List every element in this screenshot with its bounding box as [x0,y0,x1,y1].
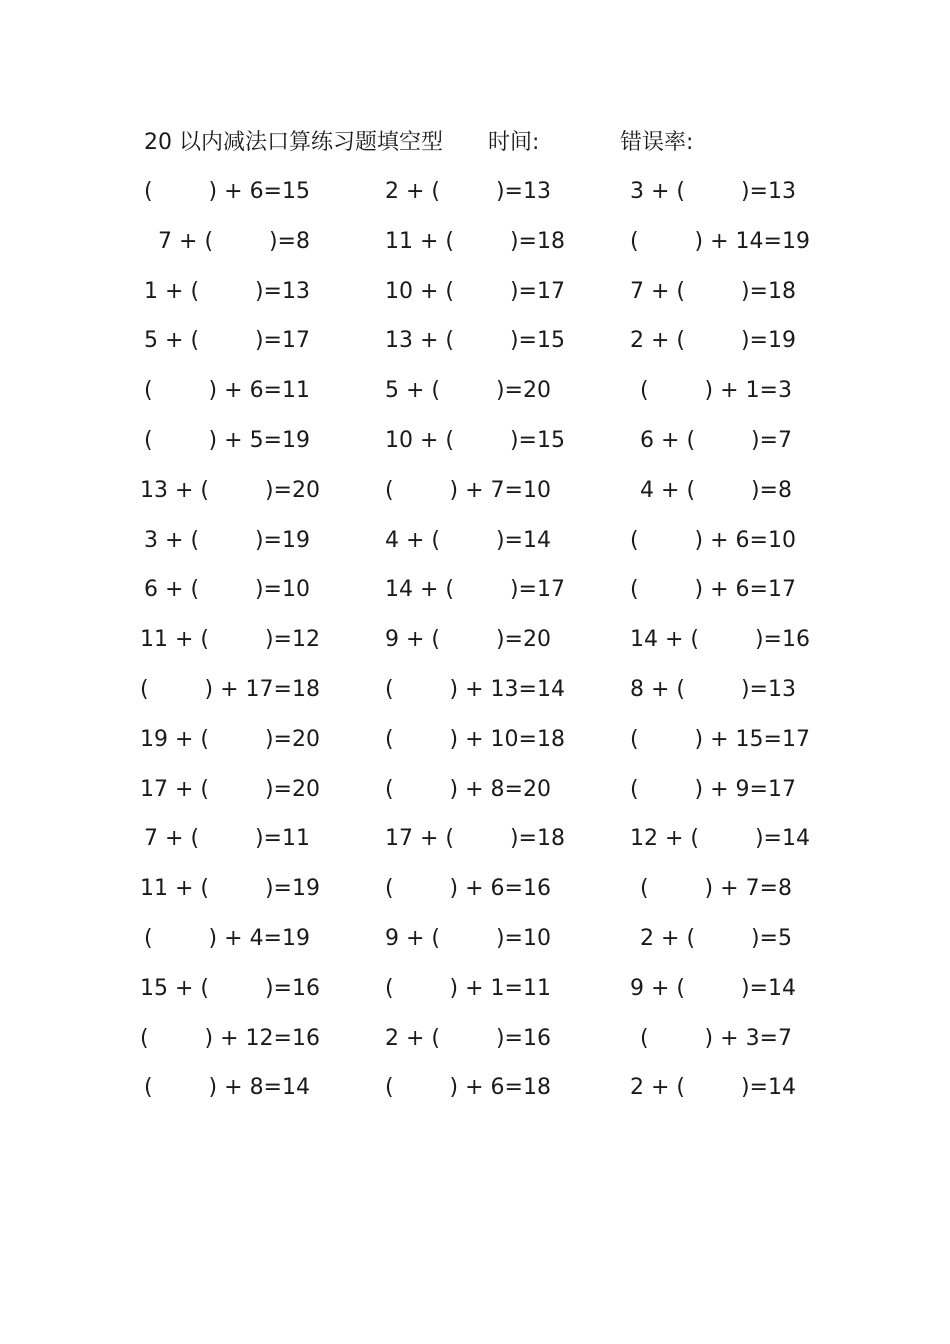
problem-item: ( ) + 8=20 [385,776,551,802]
problem-item: 4 + ( )=14 [385,527,551,553]
problem-item: ( ) + 6=18 [385,1075,551,1101]
problem-item: 13 + ( )=15 [385,328,565,354]
problem-item: ( ) + 3=7 [640,1025,792,1051]
problem-item: ( ) + 8=14 [144,1075,310,1101]
problem-item: 11 + ( )=18 [385,228,565,254]
problem-item: 11 + ( )=12 [140,627,320,653]
problem-item: 2 + ( )=13 [385,179,551,204]
problem-item: 1 + ( )=13 [144,278,310,304]
problem-item: 7 + ( )=18 [630,278,796,304]
problem-row [140,1021,820,1071]
problem-row [140,323,820,373]
problem-item: 2 + ( )=14 [630,1075,796,1101]
worksheet-title: 20 以内减法口算练习题填空型 [144,130,443,155]
problem-item: 9 + ( )=14 [630,975,796,1001]
problem-item: 9 + ( )=20 [385,627,551,653]
problem-item: 17 + ( )=20 [140,776,320,802]
problem-item: ( ) + 6=10 [630,527,796,553]
problem-item: 3 + ( )=19 [144,527,310,553]
problem-item: 5 + ( )=20 [385,378,551,404]
problem-item: 8 + ( )=13 [630,676,796,702]
problem-item: 4 + ( )=8 [640,477,792,503]
problem-row [140,921,820,971]
problem-item: ( ) + 4=19 [144,925,310,951]
problem-row [140,871,820,921]
problem-item: 5 + ( )=17 [144,328,310,354]
problem-item: ( ) + 9=17 [630,776,796,802]
problem-row [140,423,820,473]
problem-item: ( ) + 6=11 [144,378,310,404]
problem-row [140,174,820,224]
problem-item: 9 + ( )=10 [385,925,551,951]
problem-item: ( ) + 13=14 [385,676,565,702]
problem-row [140,971,820,1021]
problem-item: ( ) + 17=18 [140,676,320,702]
problem-item: ( ) + 15=17 [630,726,810,752]
problem-item: 14 + ( )=16 [630,627,810,653]
problem-item: ( ) + 6=16 [385,876,551,902]
problem-item: 13 + ( )=20 [140,477,320,503]
problem-row [140,672,820,722]
time-label: 时间: [488,130,540,155]
problem-item: ( ) + 1=11 [385,975,551,1001]
problem-item: ( ) + 1=3 [640,378,792,404]
problem-row [140,1070,820,1120]
problem-item: 7 + ( )=11 [144,826,310,852]
problem-item: ( ) + 14=19 [630,228,810,254]
problem-item: 2 + ( )=16 [385,1025,551,1051]
problem-item: ( ) + 7=8 [640,876,792,902]
problem-item: ( ) + 6=15 [144,179,310,204]
problem-item: 2 + ( )=19 [630,328,796,354]
problem-row [140,373,820,423]
problem-row [140,772,820,822]
problem-item: 10 + ( )=15 [385,427,565,453]
problem-item: ( ) + 12=16 [140,1025,320,1051]
problem-item: 6 + ( )=10 [144,577,310,603]
problem-row [140,821,820,871]
problem-item: 10 + ( )=17 [385,278,565,304]
problem-item: 11 + ( )=19 [140,876,320,902]
problem-item: 15 + ( )=16 [140,975,320,1001]
problem-item: ( ) + 6=17 [630,577,796,603]
problem-row [140,224,820,274]
problem-item: ( ) + 5=19 [144,427,310,453]
problem-row [140,572,820,622]
problem-item: ( ) + 10=18 [385,726,565,752]
problem-item: 19 + ( )=20 [140,726,320,752]
problem-row [140,722,820,772]
problem-row [140,622,820,672]
problem-item: 2 + ( )=5 [640,925,792,951]
problem-item: 17 + ( )=18 [385,826,565,852]
problem-row [140,473,820,523]
problem-item: 7 + ( )=8 [158,228,310,254]
problem-row [140,523,820,573]
problem-row [140,274,820,324]
problem-item: 12 + ( )=14 [630,826,810,852]
problem-item: 3 + ( )=13 [630,179,796,204]
problem-item: 6 + ( )=7 [640,427,792,453]
problem-grid [140,174,820,1120]
error-rate-label: 错误率: [620,130,694,155]
problem-item: ( ) + 7=10 [385,477,551,503]
problem-item: 14 + ( )=17 [385,577,565,603]
